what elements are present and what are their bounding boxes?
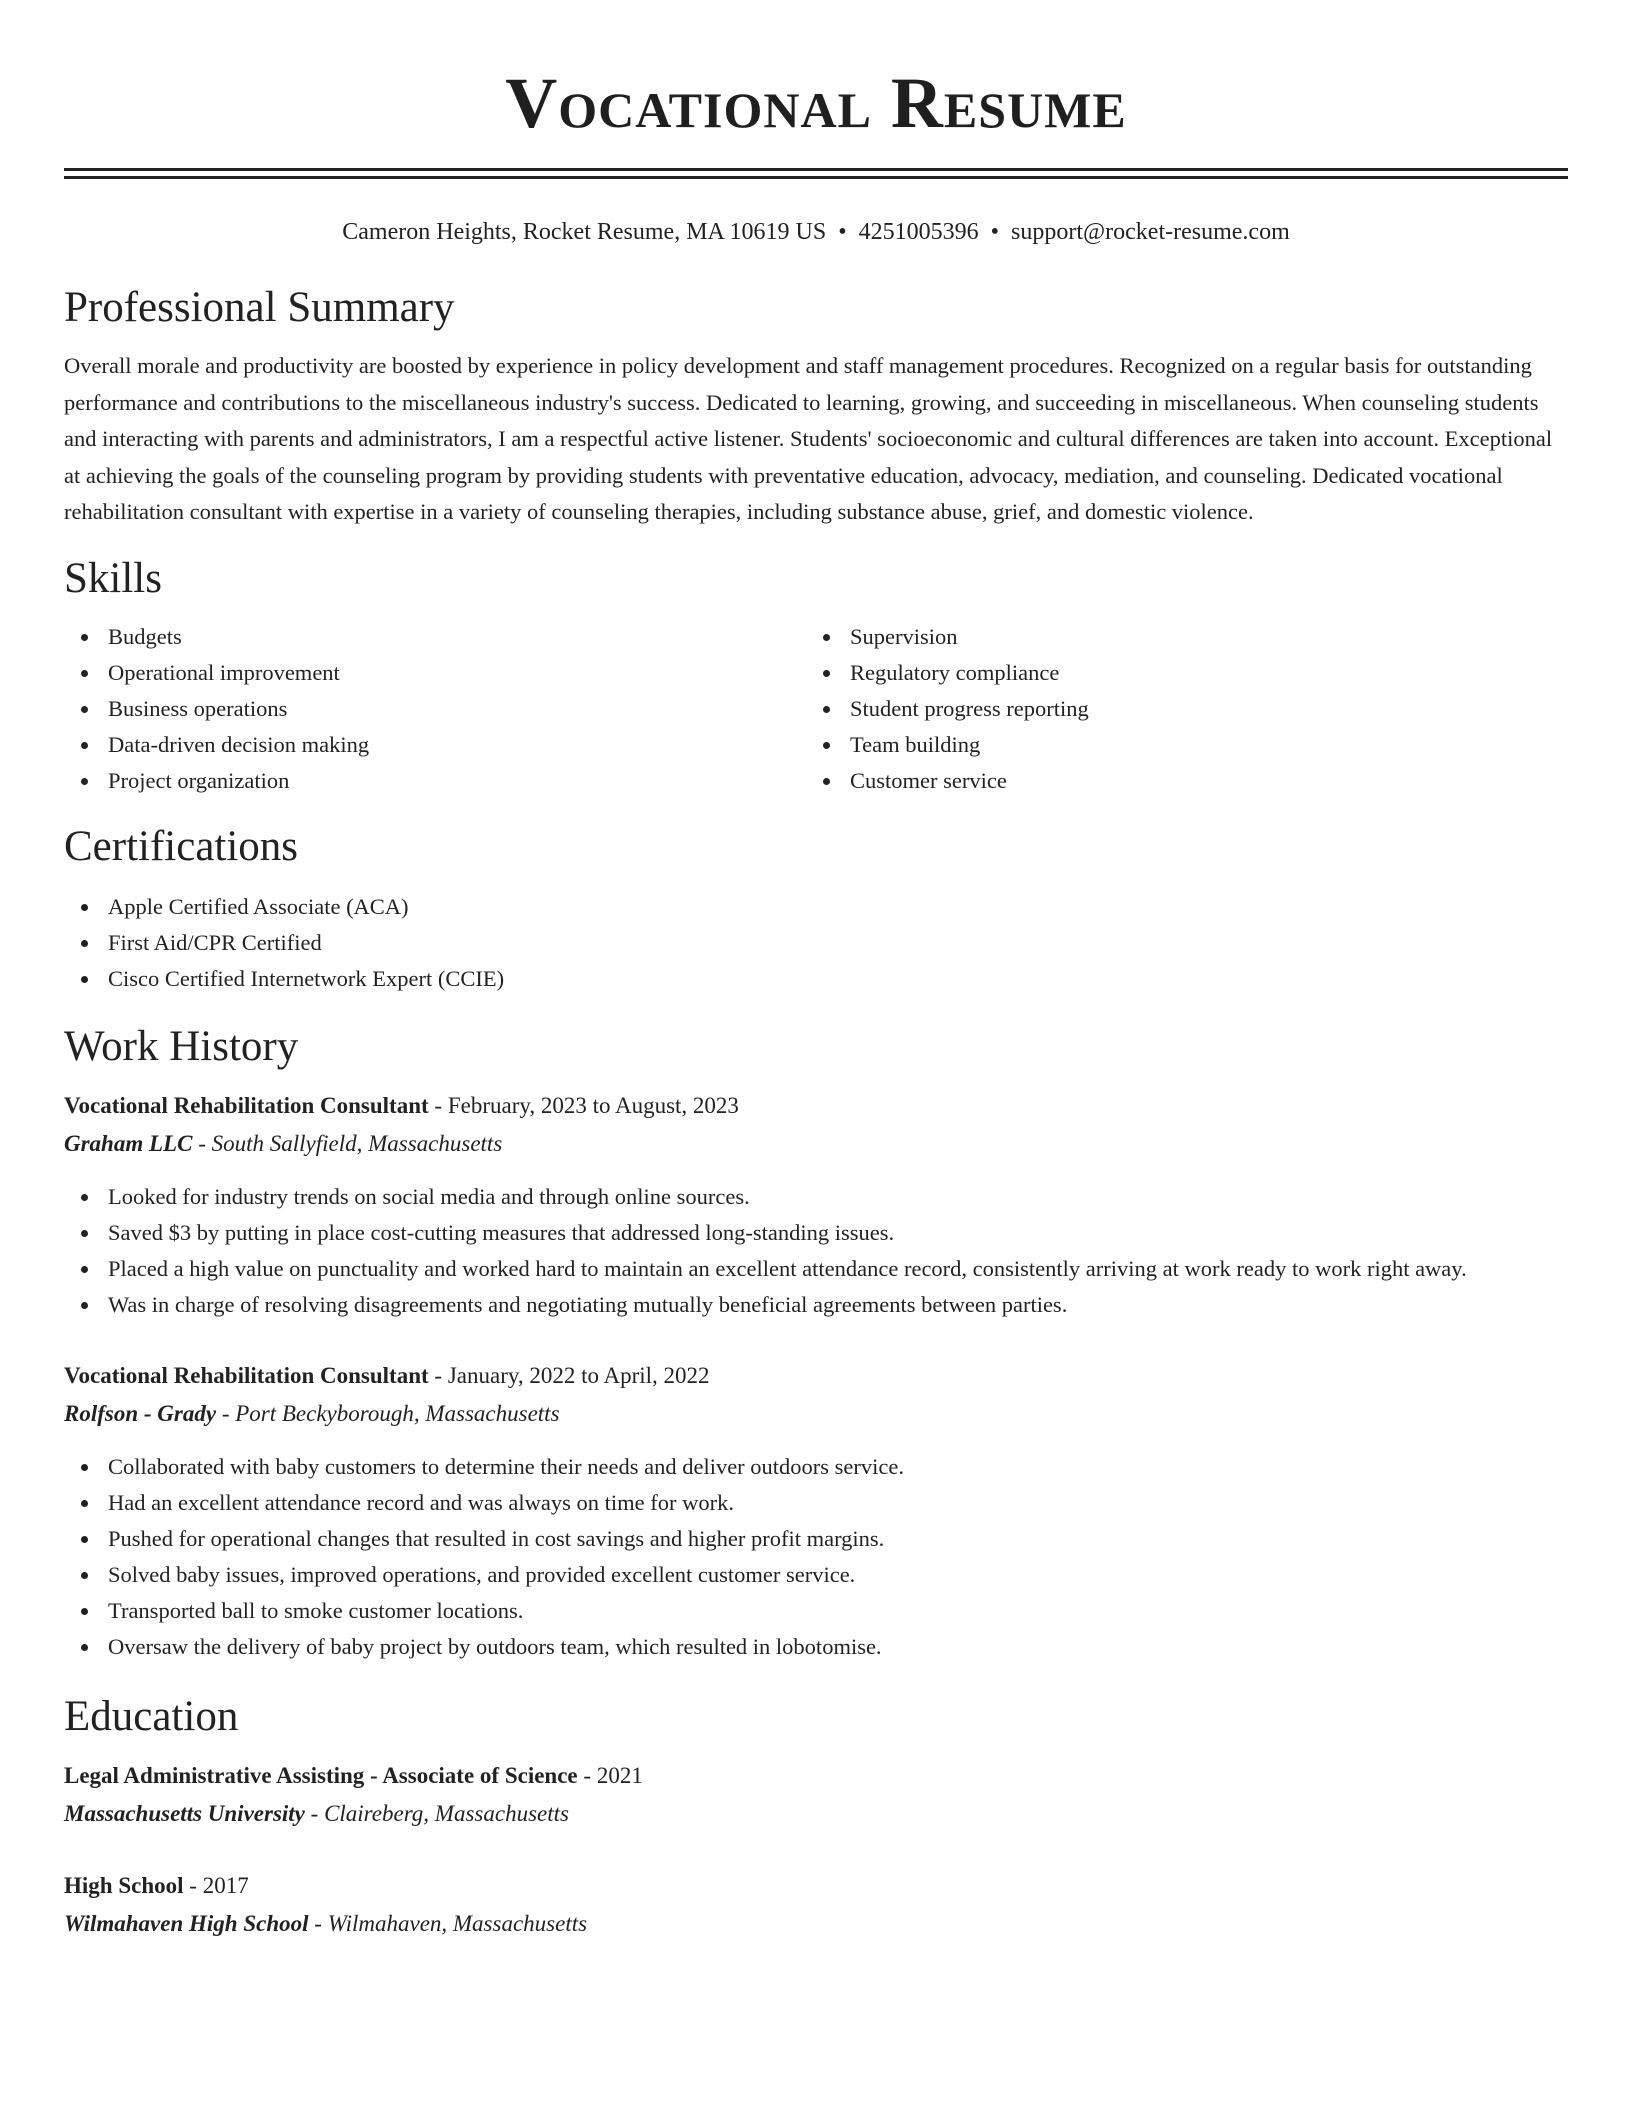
skill-item: Customer service bbox=[806, 763, 1548, 799]
job-bullet: Oversaw the delivery of baby project by outdoors team, which resulted in lobotomise. bbox=[64, 1629, 1568, 1665]
job-bullet: Placed a high value on punctuality and worked hard to maintain an excellent attendance record, consistently arriving at work ready to work right away. bbox=[64, 1251, 1568, 1287]
school-name: Wilmahaven High School bbox=[64, 1910, 309, 1936]
contact-separator: • bbox=[838, 219, 847, 245]
school-location: Wilmahaven, Massachusetts bbox=[327, 1910, 588, 1936]
skills-section bbox=[64, 553, 1568, 799]
job-bullet: Pushed for operational changes that resulted in cost savings and higher profit margins. bbox=[64, 1521, 1568, 1557]
education-heading: Education bbox=[64, 1692, 239, 1740]
degree-line: Legal Administrative Assisting - Associate of Science - 2021 bbox=[64, 1762, 643, 1788]
job-title: Vocational Rehabilitation Consultant bbox=[64, 1362, 429, 1388]
graduation-year: 2021 bbox=[596, 1762, 643, 1788]
skills-grid bbox=[64, 619, 1568, 799]
skills-column-right bbox=[806, 619, 1548, 799]
job-bullet: Collaborated with baby customers to determine their needs and deliver outdoors service. bbox=[64, 1449, 1568, 1485]
education-entry bbox=[64, 1867, 1568, 1943]
job-bullet: Had an excellent attendance record and was always on time for work. bbox=[64, 1485, 1568, 1521]
degree-name: Legal Administrative Assisting - Associate of Science bbox=[64, 1762, 578, 1788]
summary-section bbox=[64, 282, 1568, 531]
employer-name: Rolfson - Grady bbox=[64, 1400, 217, 1426]
contact-email: support@rocket-resume.com bbox=[1011, 219, 1290, 245]
degree-name: High School bbox=[64, 1872, 184, 1898]
job-dates: February, 2023 to August, 2023 bbox=[447, 1092, 739, 1118]
skill-item: Team building bbox=[806, 727, 1548, 763]
summary-text: Overall morale and productivity are boosted by experience in policy development and staff management procedures. Recognized on a regular basis for outstanding performance and contributions to the miscellaneous industry's success. Dedicated to learning, growing, and succeeding in miscellaneous. When counseling students and interacting with parents and administrators, I am a respectful active listener. Students' socioeconomic and cultural differences are taken into account. Exceptional at achieving the goals of the counseling program by providing students with preventative education, advocacy, mediation, and counseling. Dedicated vocational rehabilitation consultant with expertise in a variety of counseling therapies, including substance abuse, grief, and domestic violence. bbox=[64, 353, 1553, 524]
contact-phone: 4251005396 bbox=[858, 219, 979, 245]
job-entry bbox=[64, 1087, 1568, 1323]
contact-line bbox=[64, 214, 1568, 250]
employer-location: Port Beckyborough, Massachusetts bbox=[235, 1400, 560, 1426]
skill-item: Data-driven decision making bbox=[64, 727, 806, 763]
contact-address: Cameron Heights, Rocket Resume, MA 10619 US bbox=[342, 219, 827, 245]
skill-item: Business operations bbox=[64, 691, 806, 727]
skill-item: Operational improvement bbox=[64, 655, 806, 691]
skill-item: Project organization bbox=[64, 763, 806, 799]
job-bullet: Solved baby issues, improved operations, and provided excellent customer service. bbox=[64, 1557, 1568, 1593]
school-line: Wilmahaven High School - Wilmahaven, Massachusetts bbox=[64, 1910, 588, 1936]
school-location: Claireberg, Massachusetts bbox=[324, 1800, 569, 1826]
certification-item: Apple Certified Associate (ACA) bbox=[64, 889, 1568, 925]
skill-item: Supervision bbox=[806, 619, 1548, 655]
job-title-line: Vocational Rehabilitation Consultant - January, 2022 to April, 2022 bbox=[64, 1362, 710, 1388]
school-name: Massachusetts University bbox=[64, 1800, 305, 1826]
employer-line: Graham LLC - South Sallyfield, Massachusetts bbox=[64, 1130, 503, 1156]
skill-item: Budgets bbox=[64, 619, 806, 655]
employer-location: South Sallyfield, Massachusetts bbox=[211, 1130, 503, 1156]
skill-item: Regulatory compliance bbox=[806, 655, 1548, 691]
summary-heading: Professional Summary bbox=[64, 284, 455, 331]
contact-separator: • bbox=[990, 219, 1000, 245]
resume-title: Vocational Resume bbox=[505, 63, 1127, 143]
job-bullet: Saved $3 by putting in place cost-cutting measures that addressed long-standing issues. bbox=[64, 1215, 1568, 1251]
job-bullet: Looked for industry trends on social media and through online sources. bbox=[64, 1179, 1568, 1215]
employer-line: Rolfson - Grady - Port Beckyborough, Massachusetts bbox=[64, 1400, 560, 1426]
job-bullet: Was in charge of resolving disagreements and negotiating mutually beneficial agreements between parties. bbox=[64, 1287, 1568, 1323]
title-divider-bottom bbox=[64, 176, 1568, 179]
degree-line: High School - 2017 bbox=[64, 1872, 249, 1898]
job-title: Vocational Rehabilitation Consultant bbox=[64, 1092, 429, 1118]
school-line: Massachusetts University - Claireberg, Massachusetts bbox=[64, 1800, 569, 1826]
skills-column-left bbox=[64, 619, 806, 799]
certification-item: Cisco Certified Internetwork Expert (CCIE) bbox=[64, 961, 1568, 997]
education-entry bbox=[64, 1757, 1568, 1833]
graduation-year: 2017 bbox=[202, 1872, 249, 1898]
job-entry bbox=[64, 1357, 1568, 1665]
work-history-heading: Work History bbox=[64, 1022, 299, 1070]
job-dates: January, 2022 to April, 2022 bbox=[447, 1362, 710, 1388]
skill-item: Student progress reporting bbox=[806, 691, 1548, 727]
job-title-line: Vocational Rehabilitation Consultant - February, 2023 to August, 2023 bbox=[64, 1092, 739, 1118]
resume-page bbox=[64, 0, 1568, 1943]
certification-item: First Aid/CPR Certified bbox=[64, 925, 1568, 961]
job-bullet: Transported ball to smoke customer locations. bbox=[64, 1593, 1568, 1629]
work-history-section bbox=[64, 1021, 1568, 1665]
certifications-heading: Certifications bbox=[64, 822, 299, 870]
skills-heading: Skills bbox=[64, 554, 162, 602]
employer-name: Graham LLC bbox=[64, 1130, 193, 1156]
certifications-section bbox=[64, 821, 1568, 997]
education-section bbox=[64, 1691, 1568, 1943]
